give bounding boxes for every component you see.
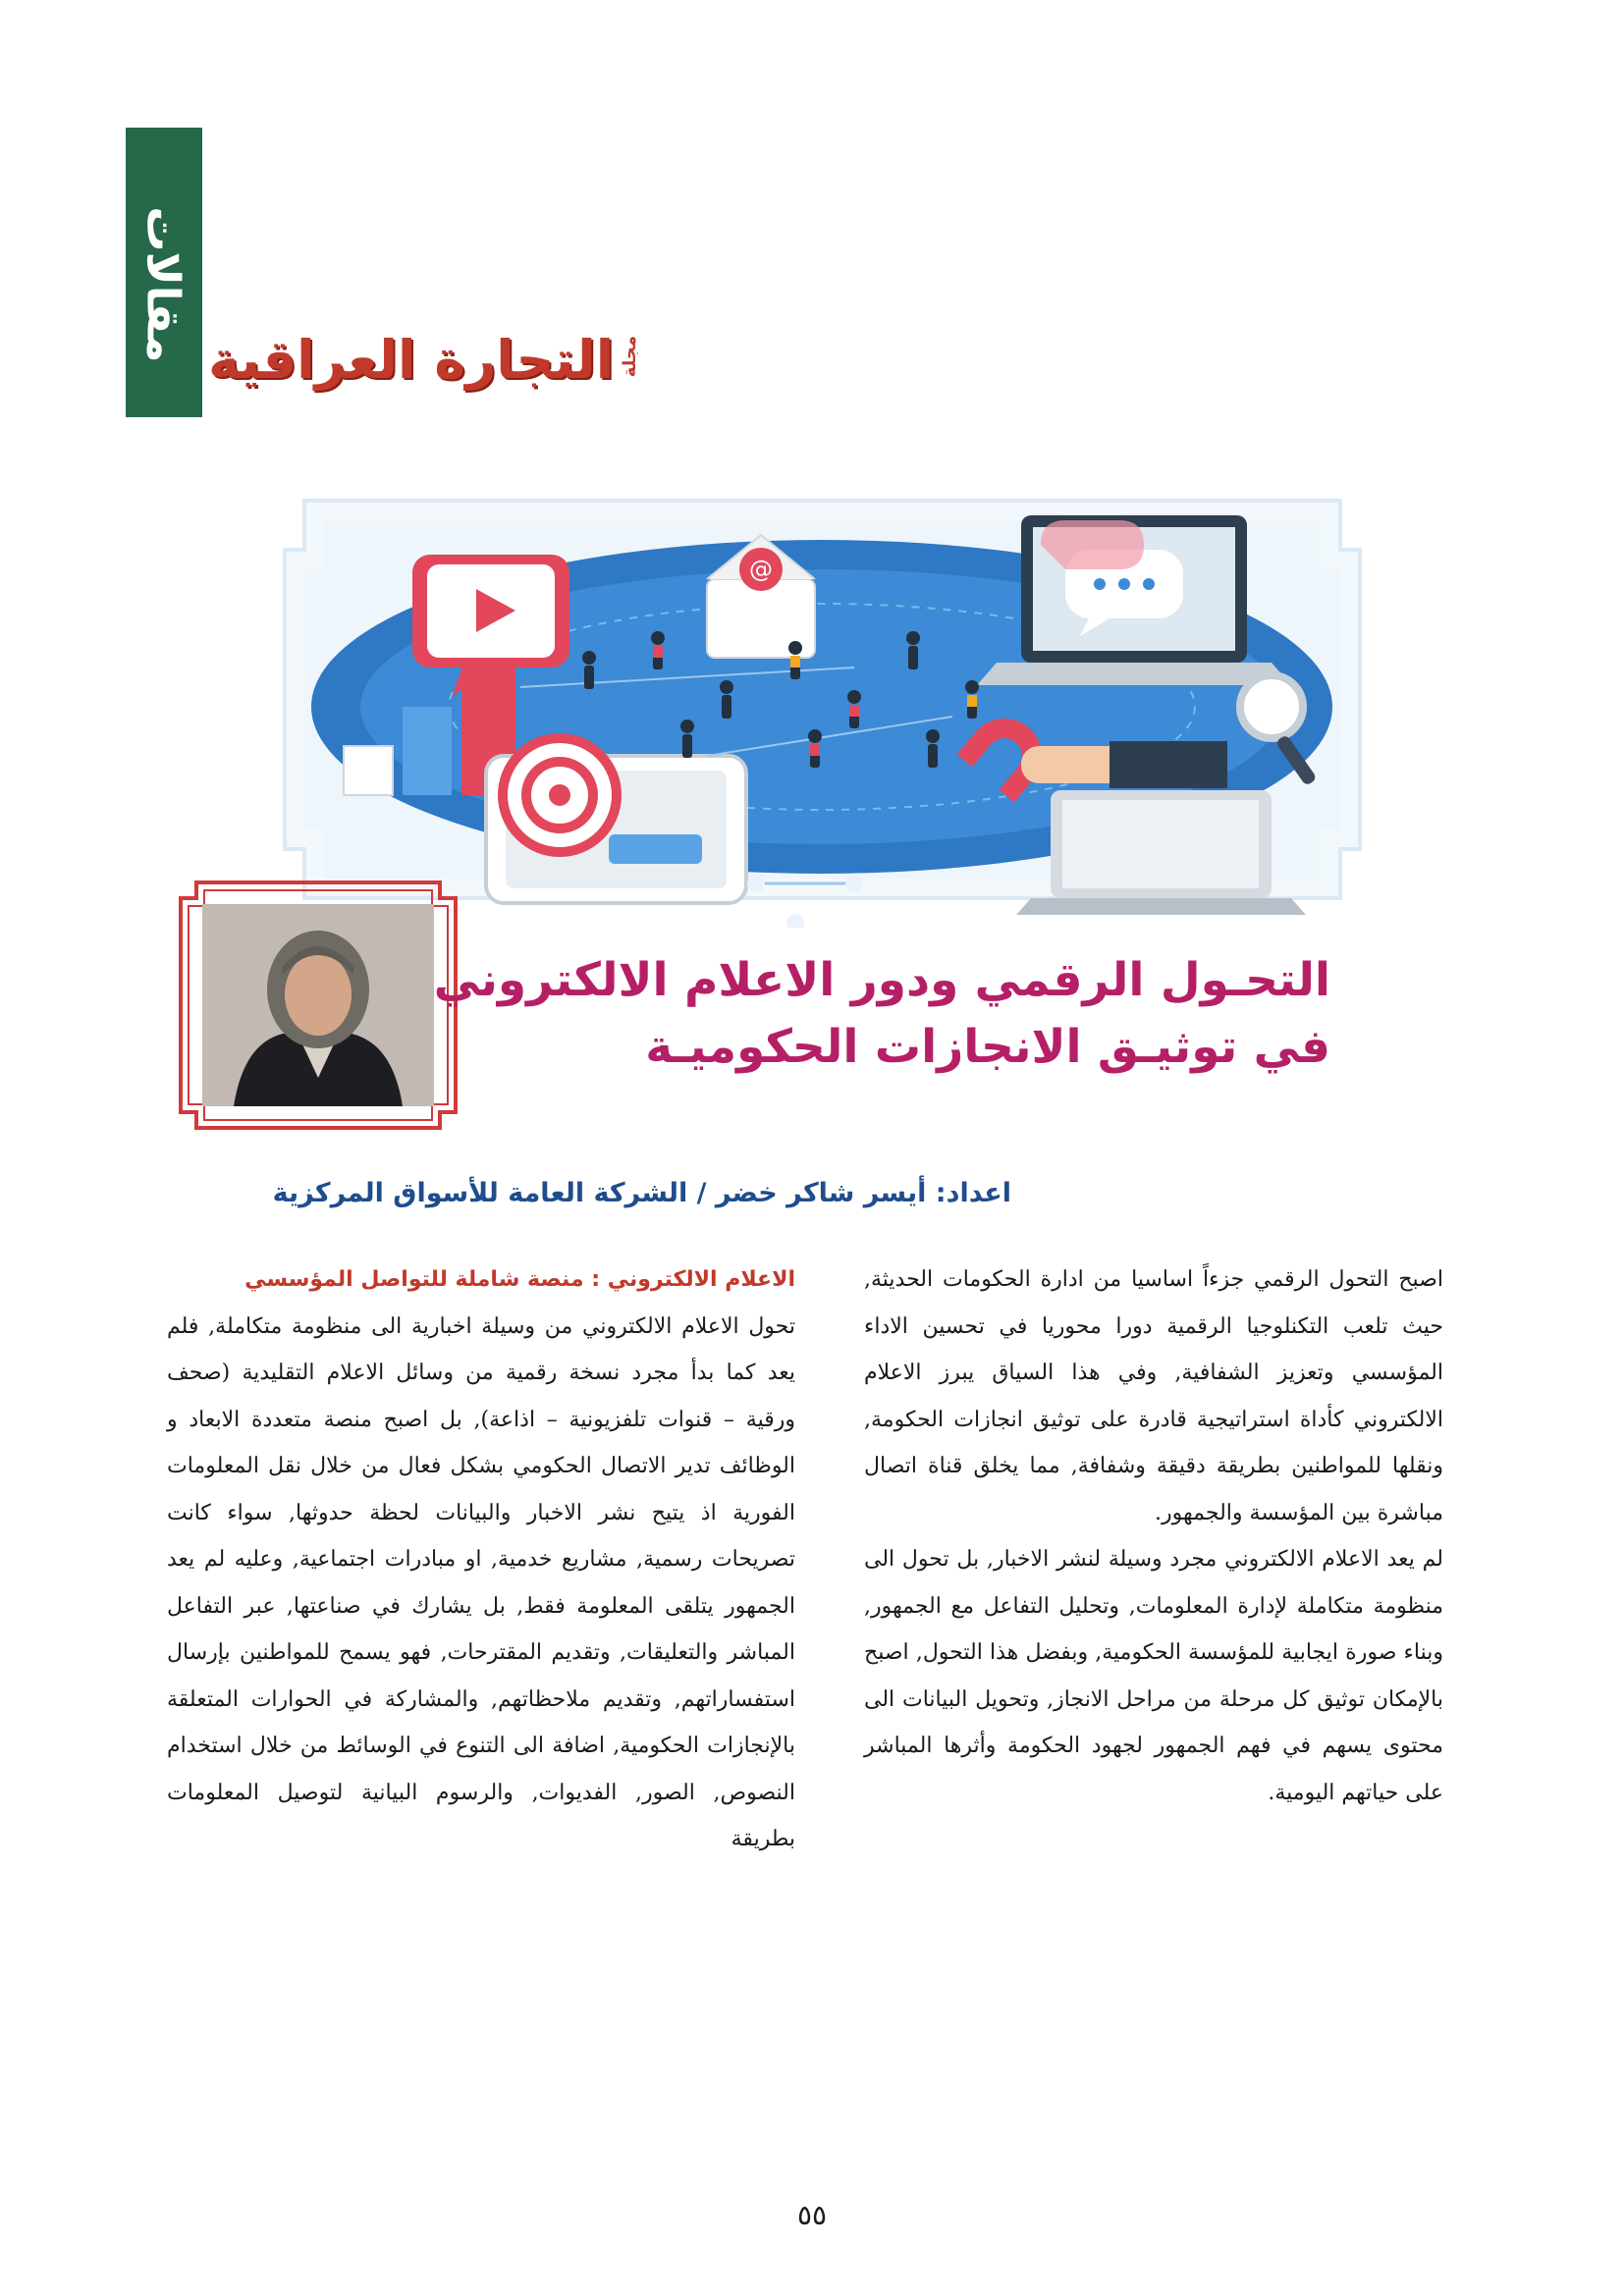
article-title-line-1: التحـول الرقمي ودور الاعلام الالكتروني (433, 953, 1330, 1007)
paragraph-intro: اصبح التحول الرقمي جزءاً اساسيا من ادارة الحكومات الحديثة, حيث تلعب التكنلوجيا الرقمية دورا محوريا في تحسين الاداء المؤسسي وتعزيز الشفافية, وفي هذا السياق يبرز الاعلام الالكتروني كأداة استراتيجية قادرة على توثيق انجازات الحكومة, ونقلها للمواطنين بطريقة دقيقة وشفافة, مما يخلق قناة اتصال مباشرة بين المؤسسة والجمهور. (864, 1267, 1443, 1525)
magazine-logo (208, 329, 640, 391)
section-label: مقالات (137, 206, 190, 363)
section-subheading: الاعلام الالكتروني : منصة شاملة للتواصل المؤسسي (244, 1267, 795, 1292)
laptop-icon-2 (1016, 790, 1306, 915)
article-column-left (167, 1256, 795, 1863)
magazine-name: التجارة العراقية (208, 329, 615, 391)
paragraph-platform: تحول الاعلام الالكتروني من وسيلة اخبارية الى منظومة متكاملة, فلم يعد كما بدأ مجرد نسخة رقمية من وسائل الاعلام التقليدية (صحف ورقية – قنوات تلفزيونية – اذاعة), بل اصبح منصة متعددة الابعاد و الوظائف تدير الاتصال الحكومي بشكل فعال من خلال نقل المعلومات الفورية اذ يتيح نشر الاخبار والبيانات لحظة حدوثها, سواء كانت تصريحات رسمية, مشاريع خدمية, او مبادرات اجتماعية, وعليه لم يعد الجمهور يتلقى المعلومة فقط, بل يشارك في صناعتها, عبر التفاعل المباشر والتعليقات, وتقديم المقترحات, فهو يسمح للمواطنين بإرسال استفساراتهم, وتقديم ملاحظاتهم, والمشاركة في الحوارات المتعلقة بالإنجازات الحكومية, اضافة الى التنوع في الوسائط من خلال استخدام النصوص, الصور, الفديوات, والرسوم البيانية لتوصيل المعلومات بطريقة (167, 1313, 795, 1851)
magazine-small-label: مجلة (620, 335, 641, 377)
article-title (433, 947, 1330, 1081)
author-portrait (175, 877, 461, 1134)
hero-illustration (265, 461, 1380, 928)
article-column-right (864, 1256, 1443, 1816)
article-title-line-2: في توثيـق الانجازات الحكوميـة (645, 1020, 1330, 1074)
paragraph-second: لم يعد الاعلام الالكتروني مجرد وسيلة لنشر الاخبار, بل تحول الى منظومة متكاملة لإدارة المعلومات, وتحليل التفاعل مع الجمهور, وبناء صورة ايجابية للمؤسسة الحكومية, وبفضل هذا التحول, اصبح بالإمكان توثيق كل مرحلة من مراحل الانجاز, وتحويل البيانات الى محتوى يسهم في فهم الجمهور لجهود الحكومة وأثرها المباشر على حياتهم اليومية. (864, 1547, 1443, 1805)
author-byline: اعداد: أيسر شاكر خضر / الشركة العامة للأسواق المركزية (272, 1178, 1011, 1208)
svg-text:@: @ (749, 556, 773, 583)
page-number: ٥٥ (796, 2199, 828, 2231)
target-icon (486, 738, 746, 903)
